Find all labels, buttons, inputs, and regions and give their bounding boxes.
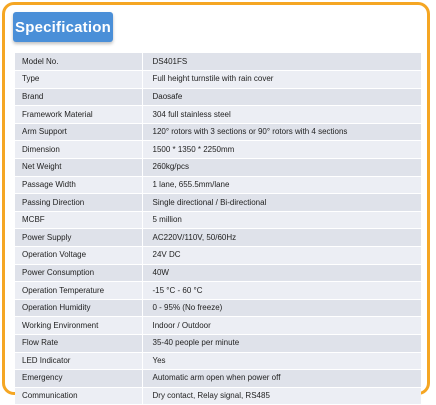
row-label: Communication xyxy=(15,387,142,405)
row-label: Emergency xyxy=(15,370,142,388)
row-label: MCBF xyxy=(15,211,142,229)
table-row xyxy=(15,159,421,177)
table-row xyxy=(15,317,421,335)
row-value: 40W xyxy=(142,264,421,282)
spec-table-container xyxy=(15,53,421,401)
row-value: Single directional / Bi-directional xyxy=(142,194,421,212)
title-banner xyxy=(13,12,113,42)
row-label: Arm Support xyxy=(15,123,142,141)
row-label: Passing Direction xyxy=(15,194,142,212)
row-value: 1500 * 1350 * 2250mm xyxy=(142,141,421,159)
row-value: -15 °C - 60 °C xyxy=(142,282,421,300)
table-row xyxy=(15,335,421,353)
table-row xyxy=(15,141,421,159)
row-label: Framework Material xyxy=(15,106,142,124)
row-value: Daosafe xyxy=(142,88,421,106)
table-row xyxy=(15,211,421,229)
table-row xyxy=(15,229,421,247)
table-row xyxy=(15,123,421,141)
row-label: Operation Voltage xyxy=(15,247,142,265)
spec-table-body xyxy=(15,53,421,405)
row-label: Power Supply xyxy=(15,229,142,247)
row-label: LED Indicator xyxy=(15,352,142,370)
row-label: Passage Width xyxy=(15,176,142,194)
spec-card xyxy=(2,2,430,401)
row-label: Operation Temperature xyxy=(15,282,142,300)
row-label: Net Weight xyxy=(15,159,142,177)
row-value: 5 million xyxy=(142,211,421,229)
table-row xyxy=(15,370,421,388)
row-value: 0 - 95% (No freeze) xyxy=(142,299,421,317)
row-value: 120° rotors with 3 sections or 90° rotors with 4 sections xyxy=(142,123,421,141)
row-value: Dry contact, Relay signal, RS485 xyxy=(142,387,421,405)
table-row xyxy=(15,282,421,300)
table-row xyxy=(15,176,421,194)
row-label: Working Environment xyxy=(15,317,142,335)
row-label: Dimension xyxy=(15,141,142,159)
row-value: DS401FS xyxy=(142,53,421,71)
row-label: Power Consumption xyxy=(15,264,142,282)
row-value: AC220V/110V, 50/60Hz xyxy=(142,229,421,247)
row-label: Type xyxy=(15,71,142,89)
row-value: 24V DC xyxy=(142,247,421,265)
table-row xyxy=(15,352,421,370)
table-row xyxy=(15,88,421,106)
row-label: Flow Rate xyxy=(15,335,142,353)
table-row xyxy=(15,264,421,282)
row-value: Full height turnstile with rain cover xyxy=(142,71,421,89)
row-value: 260kg/pcs xyxy=(142,159,421,177)
table-row xyxy=(15,194,421,212)
table-row xyxy=(15,53,421,71)
row-label: Model No. xyxy=(15,53,142,71)
row-value: 1 lane, 655.5mm/lane xyxy=(142,176,421,194)
table-row xyxy=(15,106,421,124)
row-value: Automatic arm open when power off xyxy=(142,370,421,388)
table-row xyxy=(15,387,421,405)
row-value: 35-40 people per minute xyxy=(142,335,421,353)
page-title: Specification xyxy=(15,18,111,36)
row-value: 304 full stainless steel xyxy=(142,106,421,124)
table-row xyxy=(15,71,421,89)
row-value: Indoor / Outdoor xyxy=(142,317,421,335)
table-row xyxy=(15,247,421,265)
row-label: Operation Humidity xyxy=(15,299,142,317)
row-label: Brand xyxy=(15,88,142,106)
spec-table xyxy=(15,53,421,405)
row-value: Yes xyxy=(142,352,421,370)
table-row xyxy=(15,299,421,317)
